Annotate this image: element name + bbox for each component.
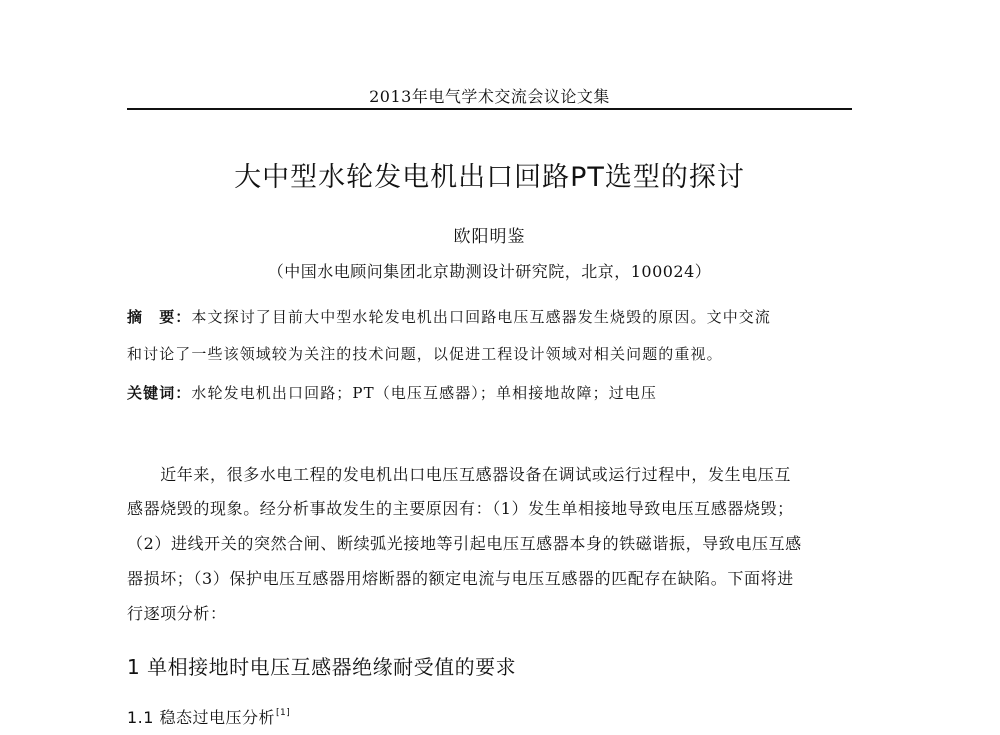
body-line-1: 近年来，很多水电工程的发电机出口电压互感器设备在调试或运行过程中，发生电压互 (127, 465, 792, 484)
body-line-2: 感器烧毁的现象。经分析事故发生的主要原因有：（1）发生单相接地导致电压互感器烧毁； (127, 499, 794, 518)
body-line-5: 行逐项分析： (127, 604, 227, 623)
body-line-3: （2）进线开关的突然合闸、断续弧光接地等引起电压互感器本身的铁磁谐振，导致电压互感 (127, 534, 802, 553)
author: 欧阳明鉴 (453, 227, 526, 247)
paper-title: 大中型水轮发电机出口回路PT选型的探讨 (234, 162, 745, 193)
affiliation: （中国水电顾问集团北京勘测设计研究院，北京，100024） (267, 262, 712, 281)
body-line-4: 器损坏；（3）保护电压互感器用熔断器的额定电流与电压互感器的匹配存在缺陷。下面将进 (127, 569, 794, 588)
abstract-line-2: 和讨论了一些该领域较为关注的技术问题，以促进工程设计领域对相关问题的重视。 (127, 345, 723, 363)
keywords-text: 水轮发电机出口回路；PT（电压互感器）；单相接地故障；过电压 (191, 384, 658, 402)
keywords-label: 关键词： (127, 384, 192, 402)
section-heading-1-1 (127, 705, 290, 728)
abstract-label: 摘 要： (127, 308, 192, 326)
keywords-line (127, 382, 657, 403)
header-rule (127, 108, 852, 110)
citation-ref: [1] (276, 708, 291, 718)
section-heading-1: 1 单相接地时电压互感器绝缘耐受值的要求 (127, 655, 517, 679)
running-head: 2013年电气学术交流会议论文集 (369, 87, 610, 106)
abstract-text: 本文探讨了目前大中型水轮发电机出口回路电压互感器发生烧毁的原因。文中交流 (191, 308, 772, 326)
section-heading-1-1-text: 1.1 稳态过电压分析 (127, 708, 276, 727)
abstract-line-1 (127, 306, 771, 327)
